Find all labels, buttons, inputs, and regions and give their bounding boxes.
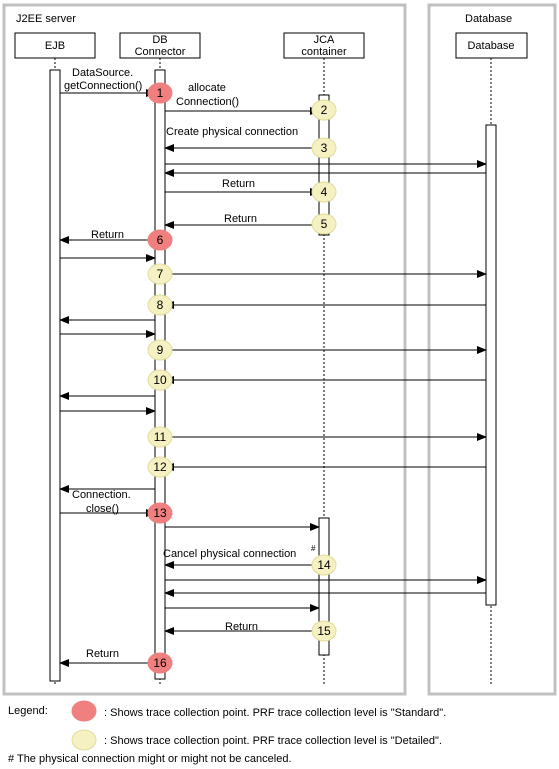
trace-point-11-label: 11 (153, 430, 167, 444)
label-return-5: Return (86, 648, 120, 660)
label-getconnection-1: DataSource. (72, 67, 134, 79)
trace-point-2-label: 2 (320, 103, 328, 117)
legend-title: Legend: (8, 705, 48, 717)
lifeline-ejb (15, 33, 95, 58)
trace-point-4-label: 4 (320, 185, 328, 199)
label-allocate-1: allocate (188, 82, 226, 94)
trace-point-12-label: 12 (153, 460, 167, 474)
lifeline-db-connector (120, 33, 200, 58)
trace-point-7-label: 7 (156, 267, 164, 281)
label-return-4: Return (225, 621, 259, 633)
activation-ejb (50, 70, 60, 681)
trace-point-15-label: 15 (317, 624, 331, 638)
trace-point-3-label: 3 (320, 141, 328, 155)
label-connection-close-2: close() (86, 503, 120, 515)
lifeline-db-connector-label-2: Connector (134, 46, 186, 58)
trace-point-5-label: 5 (320, 217, 328, 231)
legend-detailed-text: : Shows trace collection point. PRF trace collection level is "Detailed". (104, 735, 442, 747)
legend-standard-text: : Shows trace collection point. PRF trace collection level is "Standard". (104, 707, 447, 719)
lifeline-db-connector-label-1: DB (152, 34, 168, 46)
legend-standard-marker (72, 701, 96, 721)
trace-point-8-label: 8 (156, 298, 164, 312)
trace-point-1-label: 1 (156, 86, 164, 100)
label-create-physical: Create physical connection (166, 126, 299, 138)
label-return-1: Return (222, 178, 256, 190)
legend-footnote: # The physical connection might or might not be canceled. (8, 753, 292, 765)
label-connection-close-1: Connection. (72, 489, 131, 501)
trace-point-16-label: 16 (153, 656, 167, 670)
label-cancel-footnote-mark: # (311, 544, 316, 553)
database-group-label: Database (465, 13, 513, 25)
trace-point-6-label: 6 (156, 233, 164, 247)
label-return-2: Return (224, 213, 258, 225)
activation-database (486, 125, 496, 605)
lifeline-jca-container-label-2: container (301, 46, 347, 58)
lifeline-jca-container (284, 33, 364, 58)
legend-detailed-marker (72, 730, 96, 750)
lifeline-ejb-label: EJB (44, 40, 66, 52)
lifeline-jca-container-label-1: JCA (313, 34, 335, 46)
trace-points (148, 83, 336, 673)
label-getconnection-2: getConnection() (64, 80, 143, 92)
lifeline-database-label: Database (467, 40, 515, 52)
trace-point-14-label: 14 (317, 558, 331, 572)
j2ee-server-label: J2EE server (16, 13, 76, 25)
lifeline-database (456, 33, 527, 58)
label-cancel-physical: Cancel physical connection (163, 548, 297, 560)
trace-point-13-label: 13 (153, 506, 167, 520)
label-return-3: Return (91, 229, 125, 241)
trace-point-9-label: 9 (156, 343, 164, 357)
legend (8, 701, 446, 765)
trace-point-10-label: 10 (153, 373, 167, 387)
label-allocate-2: Connection() (176, 96, 239, 108)
